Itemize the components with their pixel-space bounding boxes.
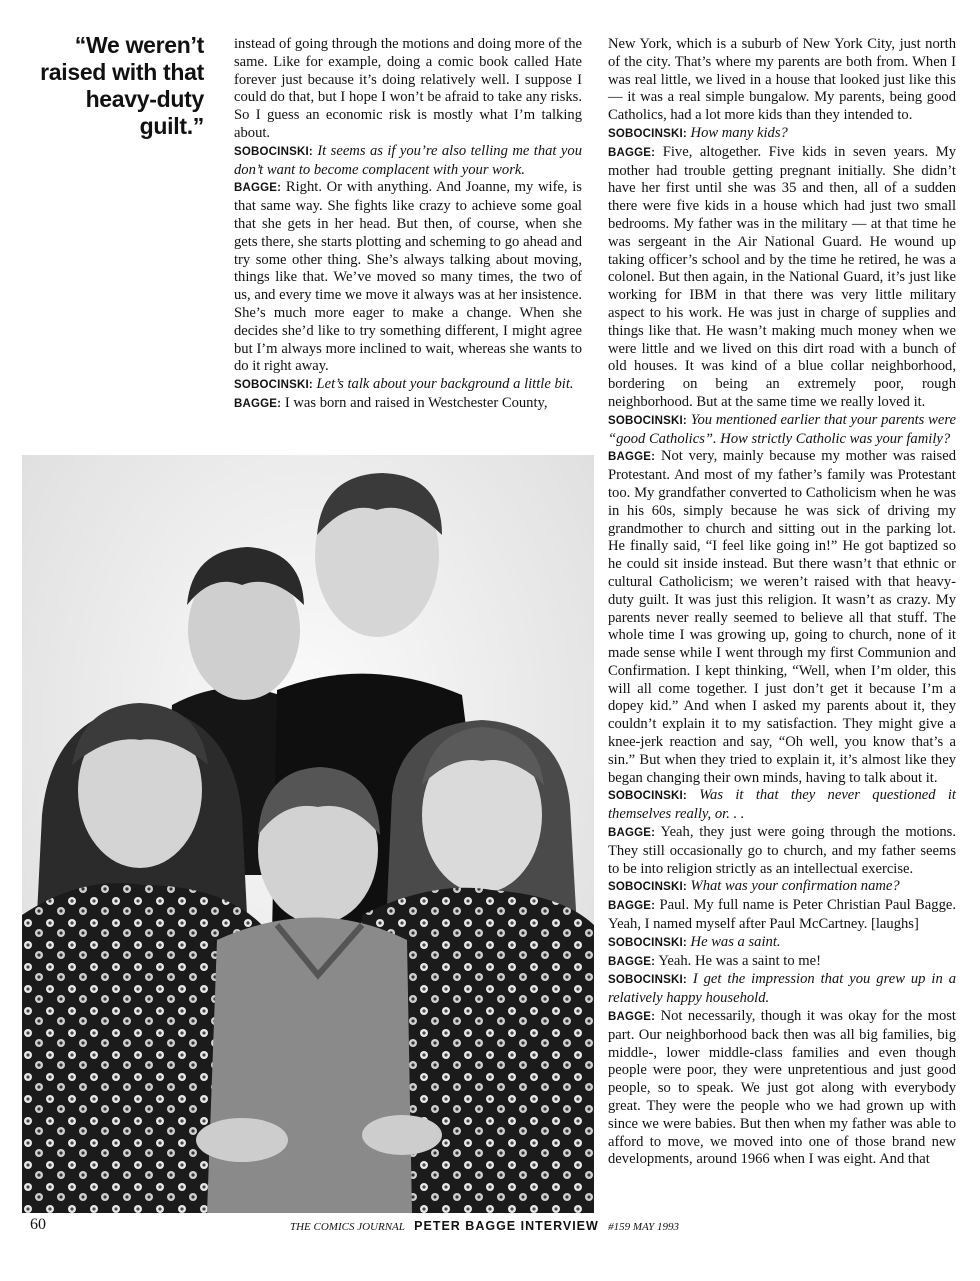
answer-text: Paul. My full name is Peter Christian Paul Bagge. Yeah, I named myself after Paul McCartney. [laughs]: [608, 897, 956, 933]
running-footer: [290, 1218, 679, 1234]
speaker-label: BAGGE:: [608, 955, 656, 968]
answer-text: Not necessarily, though it was okay for the most part. Our neighborhood back then was all big families, big middle-, lower middle-class families and even though people were poor, they were unpretentious and just good people, so to speak. We just got along with everybody great. They were the people who we had grown up with since we were babies. But then when my father was able to afford to move, we moved into one of those brand new developments, around 1966 when I was eight. And that: [608, 1008, 956, 1168]
speaker-label: SOBOCINSKI:: [608, 881, 687, 894]
speaker-label: BAGGE:: [234, 182, 282, 195]
question-text: You mentioned earlier that your parents were “good Catholics”. How strictly Catholic was your family?: [608, 411, 956, 447]
paragraph: [608, 787, 956, 824]
paragraph: [608, 448, 956, 787]
question-text: Let’s talk about your background a little bit.: [316, 376, 574, 393]
paragraph: [608, 125, 956, 144]
pull-quote: “We weren’t raised with that heavy-duty guilt.”: [40, 32, 204, 139]
answer-text: Five, altogether. Five kids in seven years. My mother had trouble getting pregnant initially. She didn’t have her first until she was 35 and then, all of a sudden there were five kids in a house which had just two small bedrooms. My father was in the military — at that time he was sergeant in the Air National Guard. He wound up taking officer’s school and by the time he retired, he was a colonel. But then again, in the National Guard, it’s just like working for IBM in that there was very little military aspect to his work. He was just in charge of supplies and things like that. He wasn’t making much money when we were little and we lived on this dirt road with a bunch of old houses. It was kind of a blue collar neighborhood, bordering on being an extremely poor, rough neighborhood. But at the same time we really loved it.: [608, 143, 956, 410]
speaker-label: BAGGE:: [608, 900, 656, 913]
article-column-left: [234, 36, 582, 414]
speaker-label: SOBOCINSKI:: [608, 974, 687, 987]
page-footer: [0, 1216, 980, 1238]
speaker-label: SOBOCINSKI:: [234, 145, 313, 158]
issue-date: #159 MAY 1993: [608, 1221, 679, 1233]
speaker-label: SOBOCINSKI:: [608, 414, 687, 427]
paragraph: [608, 1008, 956, 1169]
speaker-label: BAGGE:: [608, 146, 656, 159]
paragraph: [234, 376, 582, 395]
speaker-label: BAGGE:: [608, 1011, 656, 1024]
paragraph: [608, 934, 956, 953]
question-text: I get the impression that you grew up in a relatively happy household.: [608, 971, 956, 1007]
question-text: Was it that they never questioned it themselves really, or. . .: [608, 787, 956, 823]
paragraph: [608, 953, 956, 972]
article-title: PETER BAGGE INTERVIEW: [414, 1219, 599, 1233]
speaker-label: BAGGE:: [608, 827, 656, 840]
answer-text: Right. Or with anything. And Joanne, my wife, is that same way. She fights like crazy to achieve some goal that she gets in her head. But then, of course, when she gets there, she starts plotting and scheming to go ahead and try some other thing. She’s always talking about moving, things like that. We’ve moved so many times, the two of us, and every time we move it always was at her insistence. She’s much more eager to make a change. When she decides she’d like to try something different, I might agree but I’m always more inclined to wait, whereas she wants to do it right away.: [234, 179, 582, 375]
question-text: He was a saint.: [690, 933, 781, 950]
answer-text: New York, which is a suburb of New York City, just north of the city. That’s where my parents are both from. When I was real little, we lived in a house that looked just like this — it was a real simple bungalow. My parents, being good Catholics, had a lot more kids than they intended to.: [608, 36, 956, 124]
speaker-label: BAGGE:: [234, 397, 282, 410]
paragraph: [234, 143, 582, 180]
paragraph: [234, 36, 582, 143]
speaker-label: SOBOCINSKI:: [234, 379, 313, 392]
question-text: It seems as if you’re also telling me that you don’t want to become complacent with your work.: [234, 142, 582, 178]
answer-text: Yeah. He was a saint to me!: [658, 952, 821, 969]
question-text: What was your confirmation name?: [690, 878, 900, 895]
page-number: 60: [30, 1216, 46, 1233]
speaker-label: BAGGE:: [608, 451, 656, 464]
speaker-label: SOBOCINSKI:: [608, 127, 687, 140]
speaker-label: SOBOCINSKI:: [608, 936, 687, 949]
speaker-label: SOBOCINSKI:: [608, 790, 687, 803]
publication-name: THE COMICS JOURNAL: [290, 1221, 405, 1233]
paragraph: [608, 897, 956, 934]
family-photo-illustration: [22, 455, 594, 1213]
paragraph: [608, 36, 956, 125]
answer-text: I was born and raised in Westchester County,: [284, 394, 548, 411]
answer-text: Yeah, they just were going through the motions. They still occasionally go to church, and my father seems to be into religion strictly as an intellectual exercise.: [608, 824, 957, 877]
paragraph: [608, 878, 956, 897]
answer-text: Not very, mainly because my mother was raised Protestant. And most of my father’s family was Protestant too. My grandfather converted to Catholicism when he was in his 60s, simply because he was sick of driving my grandmother to church and sitting out in the parking lot. He finally said, “I feel like going in!” He got baptized so he could sit inside instead. But there wasn’t that ethnic or cultural Catholicism; we weren’t raised with that heavy-duty guilt. It was just this religion. It wasn’t as crazy. My parents never really seemed to believe all that stuff. The whole time I was growing up, going to church, none of it made sense while I went through my first Communion and Confirmation. I kept thinking, “Well, when I’m older, this will all come together. I just don’t get it because I’m a dopey kid.” And when I asked my parents about it, they couldn’t explain it to my satisfaction. They might give a knee-jerk reaction and say, “Oh well, you know that’s a sin.” But when they tried to explain it, it’s almost like they began changing their own minds, having to talk about it.: [608, 448, 956, 786]
paragraph: [234, 179, 582, 376]
paragraph: [608, 824, 956, 878]
paragraph: [608, 971, 956, 1008]
paragraph: [234, 395, 582, 414]
paragraph: [608, 144, 956, 412]
answer-text: instead of going through the motions and doing more of the same. Like for example, doing a comic book called Hate forever just because it’s doing relatively well. I suppose I could do that, but I hope I won’t be afraid to take any risks. So I guess an economic risk is mostly what I’m talking about.: [234, 36, 582, 141]
question-text: How many kids?: [690, 124, 788, 141]
article-column-right: [608, 36, 956, 1169]
paragraph: [608, 412, 956, 449]
family-photo: [22, 455, 594, 1213]
